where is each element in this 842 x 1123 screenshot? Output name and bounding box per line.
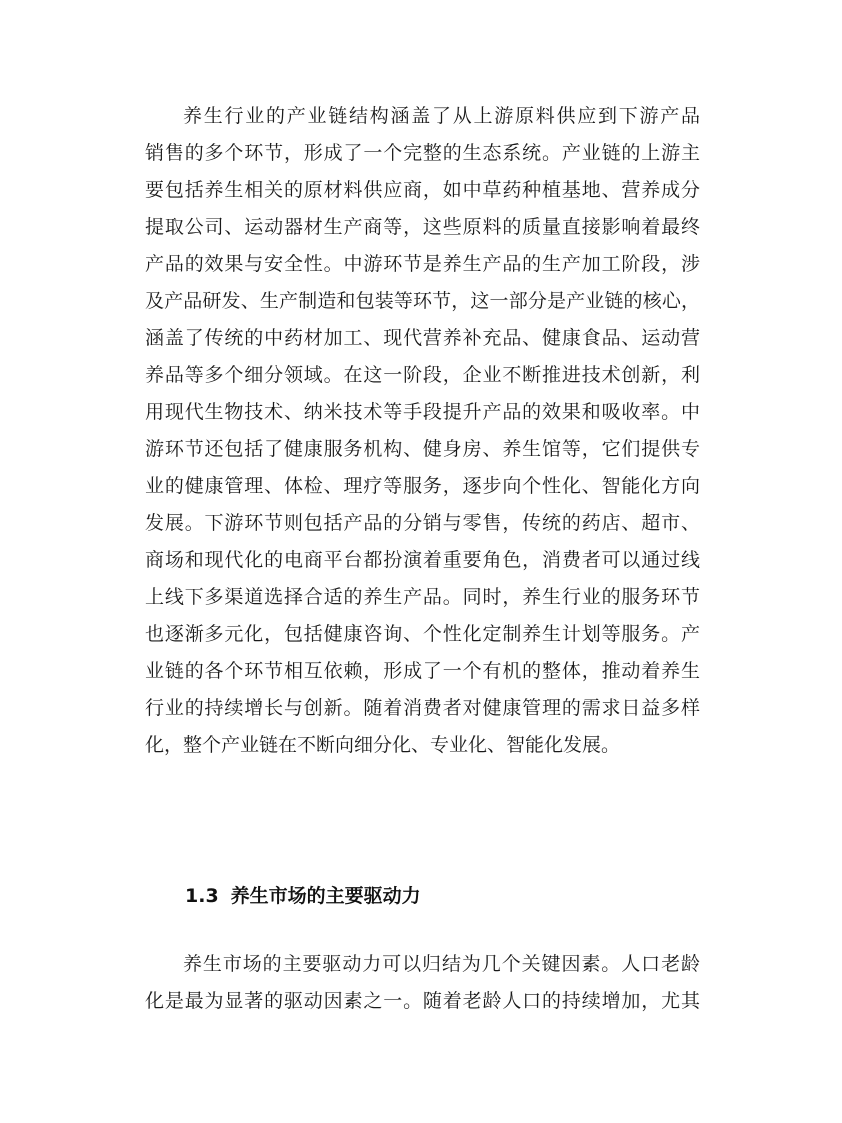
section-heading bbox=[185, 880, 421, 912]
paragraph-line: 商场和现代化的电商平台都扮演着重要角色，消费者可以通过线 bbox=[145, 549, 700, 571]
paragraph-line: 业链的各个环节相互依赖，形成了一个有机的整体，推动着养生 bbox=[145, 660, 700, 682]
paragraph-line: 及产品研发、生产制造和包装等环节，这一部分是产业链的核心， bbox=[145, 290, 700, 312]
paragraph-line: 化，整个产业链在不断向细分化、专业化、智能化发展。 bbox=[145, 734, 621, 756]
paragraph-line: 游环节还包括了健康服务机构、健身房、养生馆等，它们提供专 bbox=[145, 438, 700, 460]
paragraph-line: 上线下多渠道选择合适的养生产品。同时，养生行业的服务环节 bbox=[145, 586, 700, 608]
paragraph-line: 提取公司、运动器材生产商等，这些原料的质量直接影响着最终 bbox=[145, 216, 700, 238]
paragraph-line: 要包括养生相关的原材料供应商，如中草药种植基地、营养成分 bbox=[145, 179, 700, 201]
section-title: 养生市场的主要驱动力 bbox=[230, 885, 421, 907]
paragraph-line: 养生行业的产业链结构涵盖了从上游原料供应到下游产品 bbox=[183, 105, 700, 127]
paragraph-line: 养品等多个细分领域。在这一阶段，企业不断推进技术创新，利 bbox=[145, 364, 700, 386]
paragraph-line: 用现代生物技术、纳米技术等手段提升产品的效果和吸收率。中 bbox=[145, 401, 700, 423]
paragraph-line: 销售的多个环节，形成了一个完整的生态系统。产业链的上游主 bbox=[145, 142, 700, 164]
paragraph-line: 化是最为显著的驱动因素之一。随着老龄人口的持续增加，尤其 bbox=[145, 990, 700, 1012]
paragraph-industry-chain bbox=[145, 98, 700, 764]
paragraph-line: 养生市场的主要驱动力可以归结为几个关键因素。人口老龄 bbox=[183, 953, 700, 975]
paragraph-line: 业的健康管理、体检、理疗等服务，逐步向个性化、智能化方向 bbox=[145, 475, 700, 497]
paragraph-line: 也逐渐多元化，包括健康咨询、个性化定制养生计划等服务。产 bbox=[145, 623, 700, 645]
paragraph-line: 涵盖了传统的中药材加工、现代营养补充品、健康食品、运动营 bbox=[145, 327, 700, 349]
paragraph-line: 产品的效果与安全性。中游环节是养生产品的生产加工阶段，涉 bbox=[145, 253, 700, 275]
section-number: 1.3 bbox=[185, 885, 219, 907]
paragraph-line: 发展。下游环节则包括产品的分销与零售，传统的药店、超市、 bbox=[145, 512, 700, 534]
paragraph-market-drivers bbox=[145, 946, 700, 1020]
paragraph-line: 行业的持续增长与创新。随着消费者对健康管理的需求日益多样 bbox=[145, 697, 700, 719]
